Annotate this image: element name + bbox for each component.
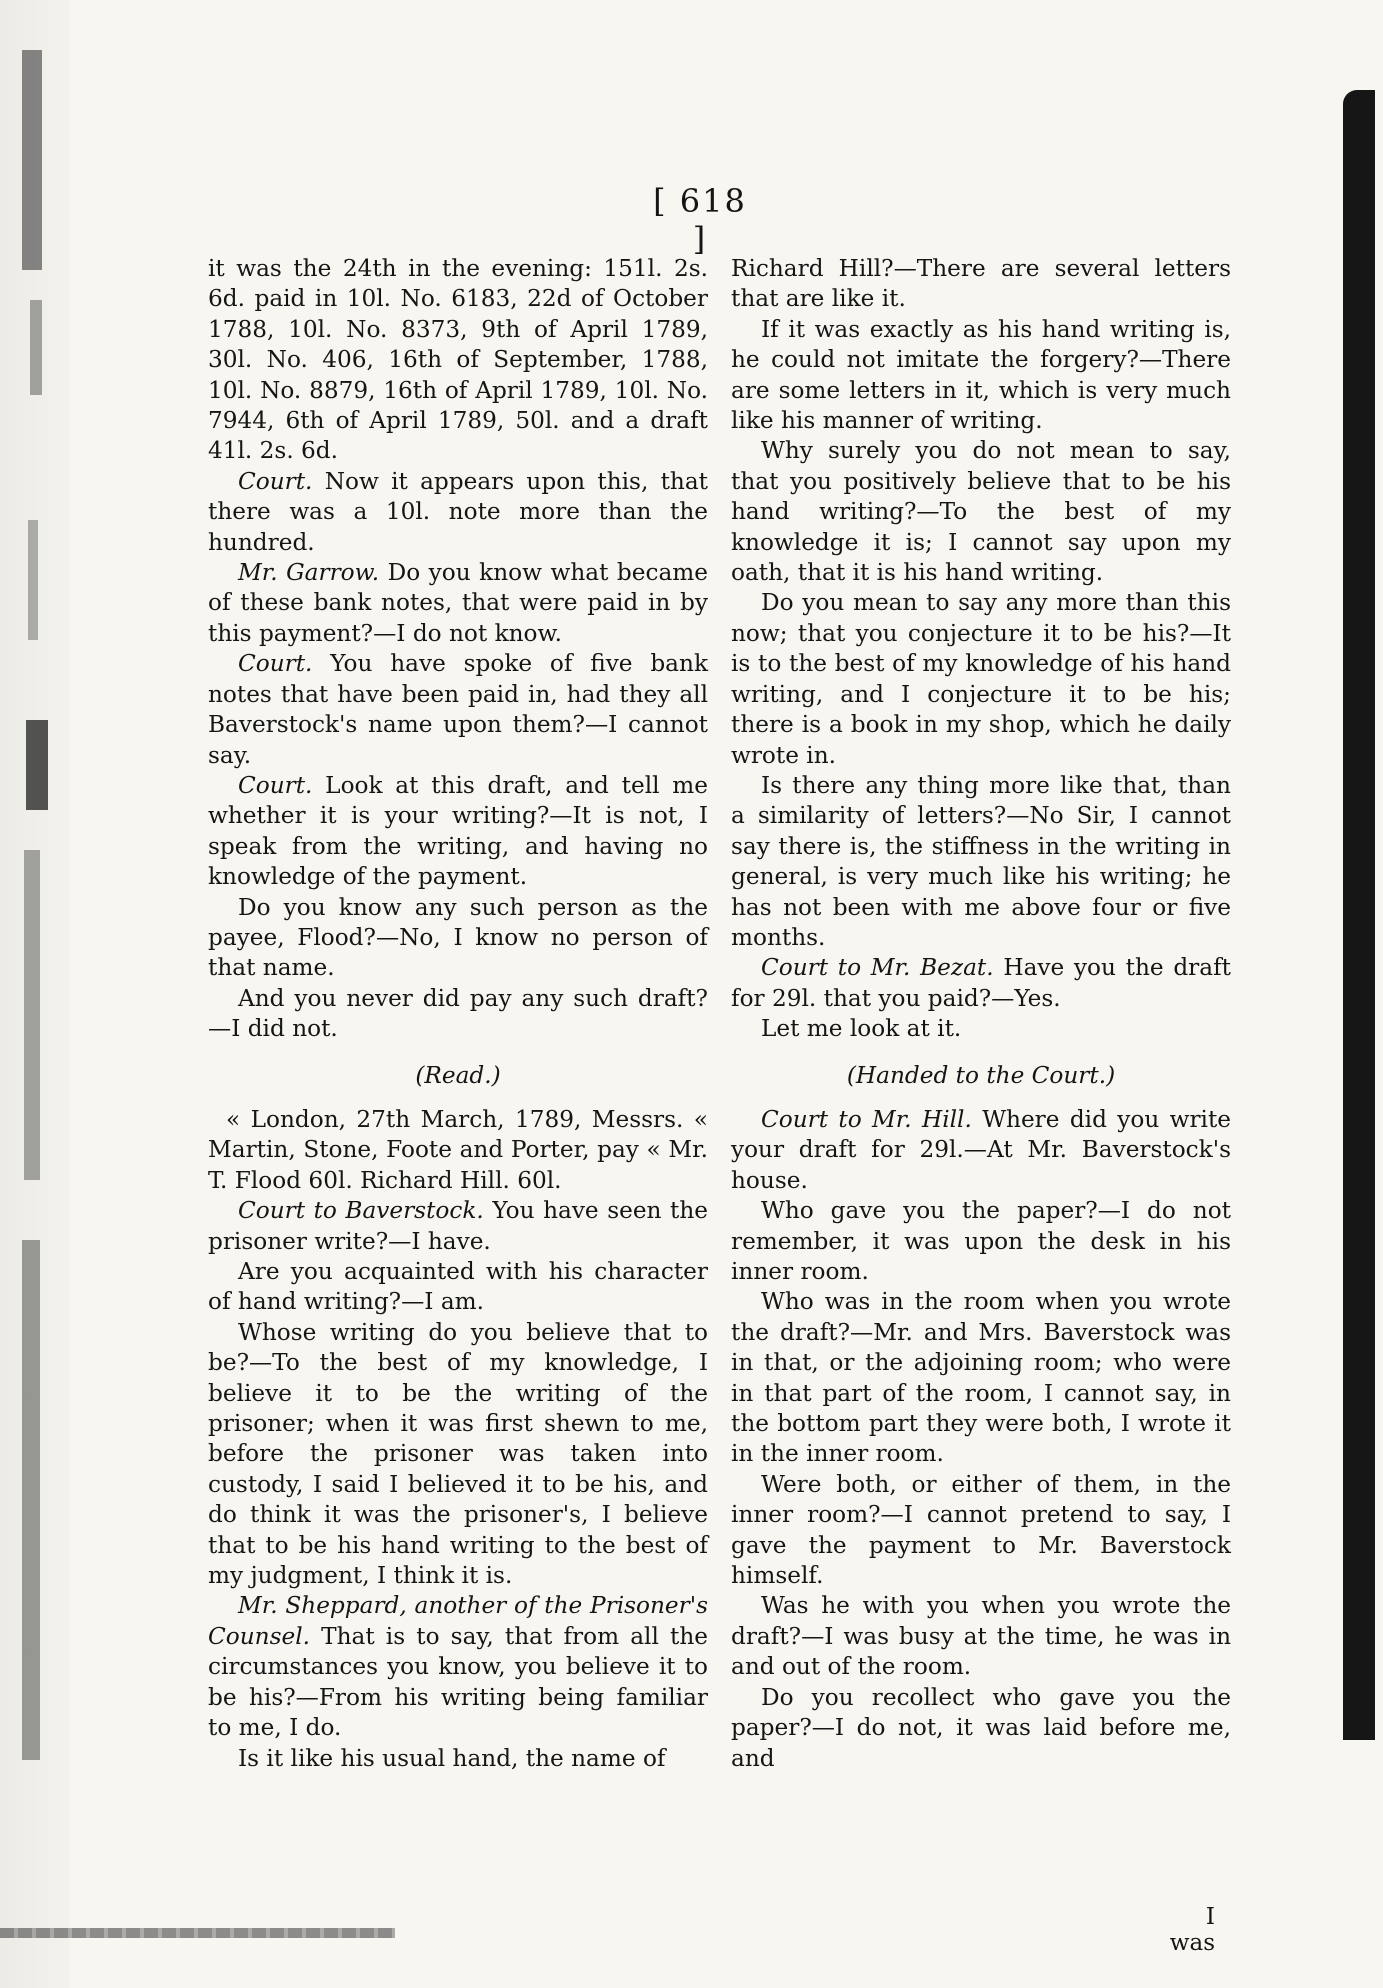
speech-text: Look at this draft, and tell me whether it is your writing?—It is not, I speak from the writing, and having no knowledge of the payment. [208,771,708,891]
speaker-label: Mr. Sheppard, another of the Prisoner's Counsel. [208,1592,708,1650]
section-heading: (Read.) [415,1061,501,1089]
speech-text: That is to say, that from all the circumstances you know, you believe it to be his?—From his writing being familiar to me, I do. [208,1622,708,1742]
section-heading: (Handed to the Court.) [846,1061,1116,1089]
paragraph: Do you recollect who gave you the paper?—I do not, it was laid before me, and [731,1683,1231,1772]
binding-mark [22,1240,40,1760]
speaker-label: Court to Mr. Bezat. [761,954,994,982]
paragraph: Let me look at it. [761,1015,962,1043]
speech-text: You have seen the prisoner write?—I have. [208,1197,708,1255]
speech-text: Do you know what became of these bank notes, that were paid in by this payment?—I do not know. [208,559,708,647]
paragraph: Whose writing do you believe that to be?—To the best of my knowledge, I believe it to be the writing of the prisoner; when it was first shewn to me, before the prisoner was taken into custody, I said I believed it to be his, and do think it was the prisoner's, I believe that to be his hand writing to the best of my judgment, I think it is. [208,1318,708,1590]
paragraph: Is it like his usual hand, the name of [238,1744,666,1772]
paragraph: Who gave you the paper?—I do not remember, it was upon the desk in his inner room. [731,1197,1231,1285]
speaker-label: Court to Mr. Hill. [761,1105,972,1133]
binding-shadow [0,0,70,1988]
paragraph: Richard Hill?—There are several letters that are like it. [731,255,1231,313]
paragraph: it was the 24th in the evening: 151l. 2s. 6d. paid in 10l. No. 6183, 22d of October 1788, 10l. No. 8373, 9th of April 1789, 30l. No. 406, 16th of September, 1788, 10l. No. 8879, 16th of April 1789, 10l. No. 7944, 6th of April 1789, 50l. and a draft 41l. 2s. 6d. [208,255,708,465]
speech-text: Where did you write your draft for 29l.—At Mr. Baverstock's house. [731,1105,1231,1194]
binding-mark [26,720,48,810]
binding-mark [28,520,38,640]
paragraph: Is there any thing more like that, than a similarity of letters?—No Sir, I cannot say there is, the stiffness in the writing in general, is very much like his writing; he has not been with me above four or five months. [731,771,1231,951]
speaker-label: Court. [238,650,313,678]
speaker-label: Court. [238,467,313,495]
page-number: [ 618 ] [653,182,747,258]
paragraph: And you never did pay any such draft? —I did not. [208,984,708,1043]
speech-text: Now it appears upon this, that there was a 10l. note more than the hundred. [208,467,708,556]
paragraph [208,771,708,893]
speech-text: Have you the draft for 29l. that you paid?—Yes. [731,954,1231,1012]
page-edge-shadow [1343,90,1375,1740]
paragraph [208,558,708,649]
speaker-label: Court to Baverstock. [238,1197,484,1225]
binding-mark [24,850,40,1180]
paragraph: If it was exactly as his hand writing is, he could not imitate the forgery?—There are some letters in it, which is very much like his manner of writing. [731,315,1231,435]
text-column-left [208,254,708,1774]
paragraph: Was he with you when you wrote the draft?—I was busy at the time, he was in and out of the room. [731,1592,1231,1681]
binding-mark [30,300,42,395]
speech-text: You have spoke of five bank notes that have been paid in, had they all Baverstock's name upon them?—I cannot say. [208,650,708,769]
text-column-right [731,254,1231,1774]
binding-mark [22,50,42,270]
bottom-rule [0,1928,395,1938]
catchword: I was [1169,1904,1215,1956]
paragraph [208,1591,708,1743]
paragraph [208,649,708,771]
paragraph [731,1105,1231,1196]
quoted-document: « London, 27th March, 1789, Messrs. « Martin, Stone, Foote and Porter, pay « Mr. T. Flood 60l. Richard Hill. 60l. [208,1105,708,1194]
speaker-label: Court. [238,771,313,799]
paragraph: Who was in the room when you wrote the draft?—Mr. and Mrs. Baverstock was in that, or the adjoining room; who were in that part of the room, I cannot say, in the bottom part they were both, I wrote it in the inner room. [731,1288,1231,1468]
paragraph: Were both, or either of them, in the inner room?—I cannot pretend to say, I gave the payment to Mr. Baverstock himself. [731,1470,1231,1590]
paragraph: Do you mean to say any more than this now; that you conjecture it to be his?—It is to the best of my knowledge of his hand writing, and I conjecture it to be his; there is a book in my shop, which he daily wrote in. [731,589,1231,769]
speaker-label: Mr. Garrow. [238,559,380,587]
paragraph [208,467,708,558]
paragraph [731,953,1231,1014]
paragraph [208,1196,708,1257]
paragraph: Why surely you do not mean to say, that you positively believe that to be his hand writing?—To the best of my knowledge it is; I cannot say upon my oath, that it is his hand writing. [731,437,1231,587]
paragraph: Do you know any such person as the payee, Flood?—No, I know no person of that name. [208,893,708,982]
paragraph: Are you acquainted with his character of hand writing?—I am. [208,1258,708,1316]
